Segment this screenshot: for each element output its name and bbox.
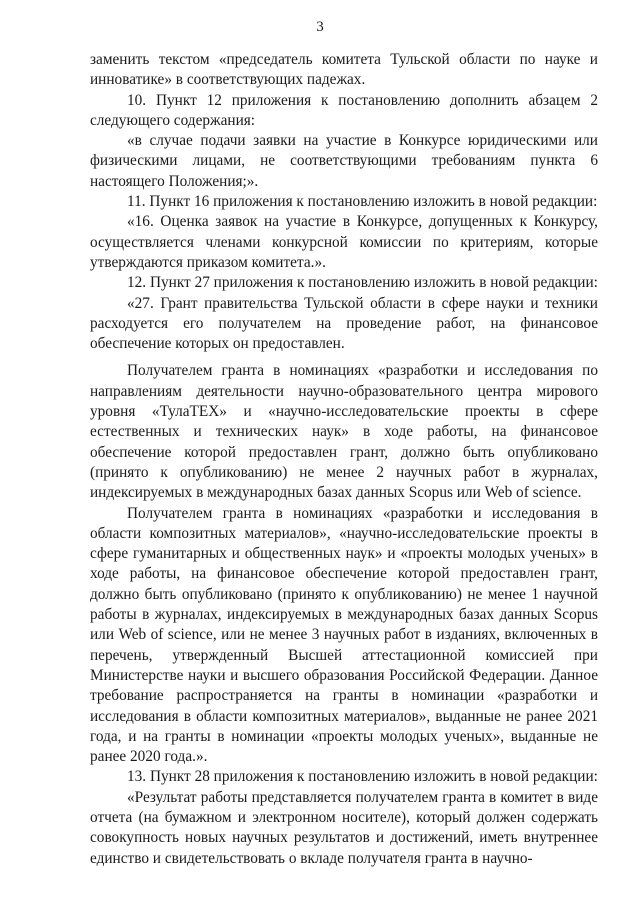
paragraph-item-10: 10. Пункт 12 приложения к постановлению дополнить абзацем 2 следующего содержания:	[90, 91, 598, 129]
paragraph-item-12: 12. Пункт 27 приложения к постановлению изложить в новой редакции:	[127, 274, 598, 292]
paragraph-grant-recipients-2: Получателем гранта в номинациях «разработки и исследования в области композитных материалов», «научно-исследовательские проекты в сфере гуманитарных и общественных наук» и «проекты молодых ученых» в ходе работы, на финансовое обеспечение которой предоставлен грант, должно быть опубликовано (принято к опубликованию) не менее 1 научной работы в журналах, индексируемых в международных базах данных Scopus или Web of science, или не менее 3 научных работ в изданиях, включенных в перечень, утвержденный Высшей аттестационной комиссией при Министерстве науки и высшего образования Российской Федерации. Данное требование распространяется на гранты в номинации «разработки и исследования в области композитных материалов», выданные не ранее 2021 года, и на гранты в номинации «проекты молодых ученых», выданные не ранее 2020 года.».	[90, 504, 598, 766]
paragraph-item-10-quote: «в случае подачи заявки на участие в Конкурсе юридическими или физическими лицами, не соответствующими требованиям пункта 6 настоящего Положения;».	[90, 132, 598, 190]
paragraph-item-13: 13. Пункт 28 приложения к постановлению изложить в новой редакции:	[127, 768, 598, 786]
paragraph-grant-recipients-1: Получателем гранта в номинациях «разработки и исследования по направлениям деятельности научно-образовательного центра мирового уровня «ТулаТЕХ» и «научно-исследовательские проекты в сфере естественных и технических наук» в ходе работы, на финансовое обеспечение которой предоставлен грант, должно быть опубликовано (принято к опубликованию) не менее 2 научных работ в журналах, индексируемых в международных базах данных Scopus или Web of science.	[90, 362, 598, 502]
page-number: 3	[316, 19, 324, 35]
paragraph-item-12-quote: «27. Грант правительства Тульской области в сфере науки и техники расходуется его получателем на проведение работ, на финансовое обеспечение которых он предоставлен.	[90, 294, 598, 353]
paragraph-item-13-quote: «Результат работы представляется получателем гранта в комитет в виде отчета (на бумажном и электронном носителе), который должен содержать совокупность новых научных результатов и достижений, иметь внутреннее единство и свидетельствовать о вкладе получателя гранта в научно-	[90, 788, 598, 867]
document-body	[90, 50, 598, 869]
paragraph-item-11-quote: «16. Оценка заявок на участие в Конкурсе, допущенных к Конкурсу, осуществляется членами конкурсной комиссии по критериям, которые утверждаются приказом комитета.».	[90, 213, 598, 271]
paragraph-item-11: 11. Пункт 16 приложения к постановлению изложить в новой редакции:	[127, 193, 598, 211]
paragraph-continuation: заменить текстом «председатель комитета Тульской области по науке и инноватике» в соответствующих падежах.	[90, 51, 598, 89]
